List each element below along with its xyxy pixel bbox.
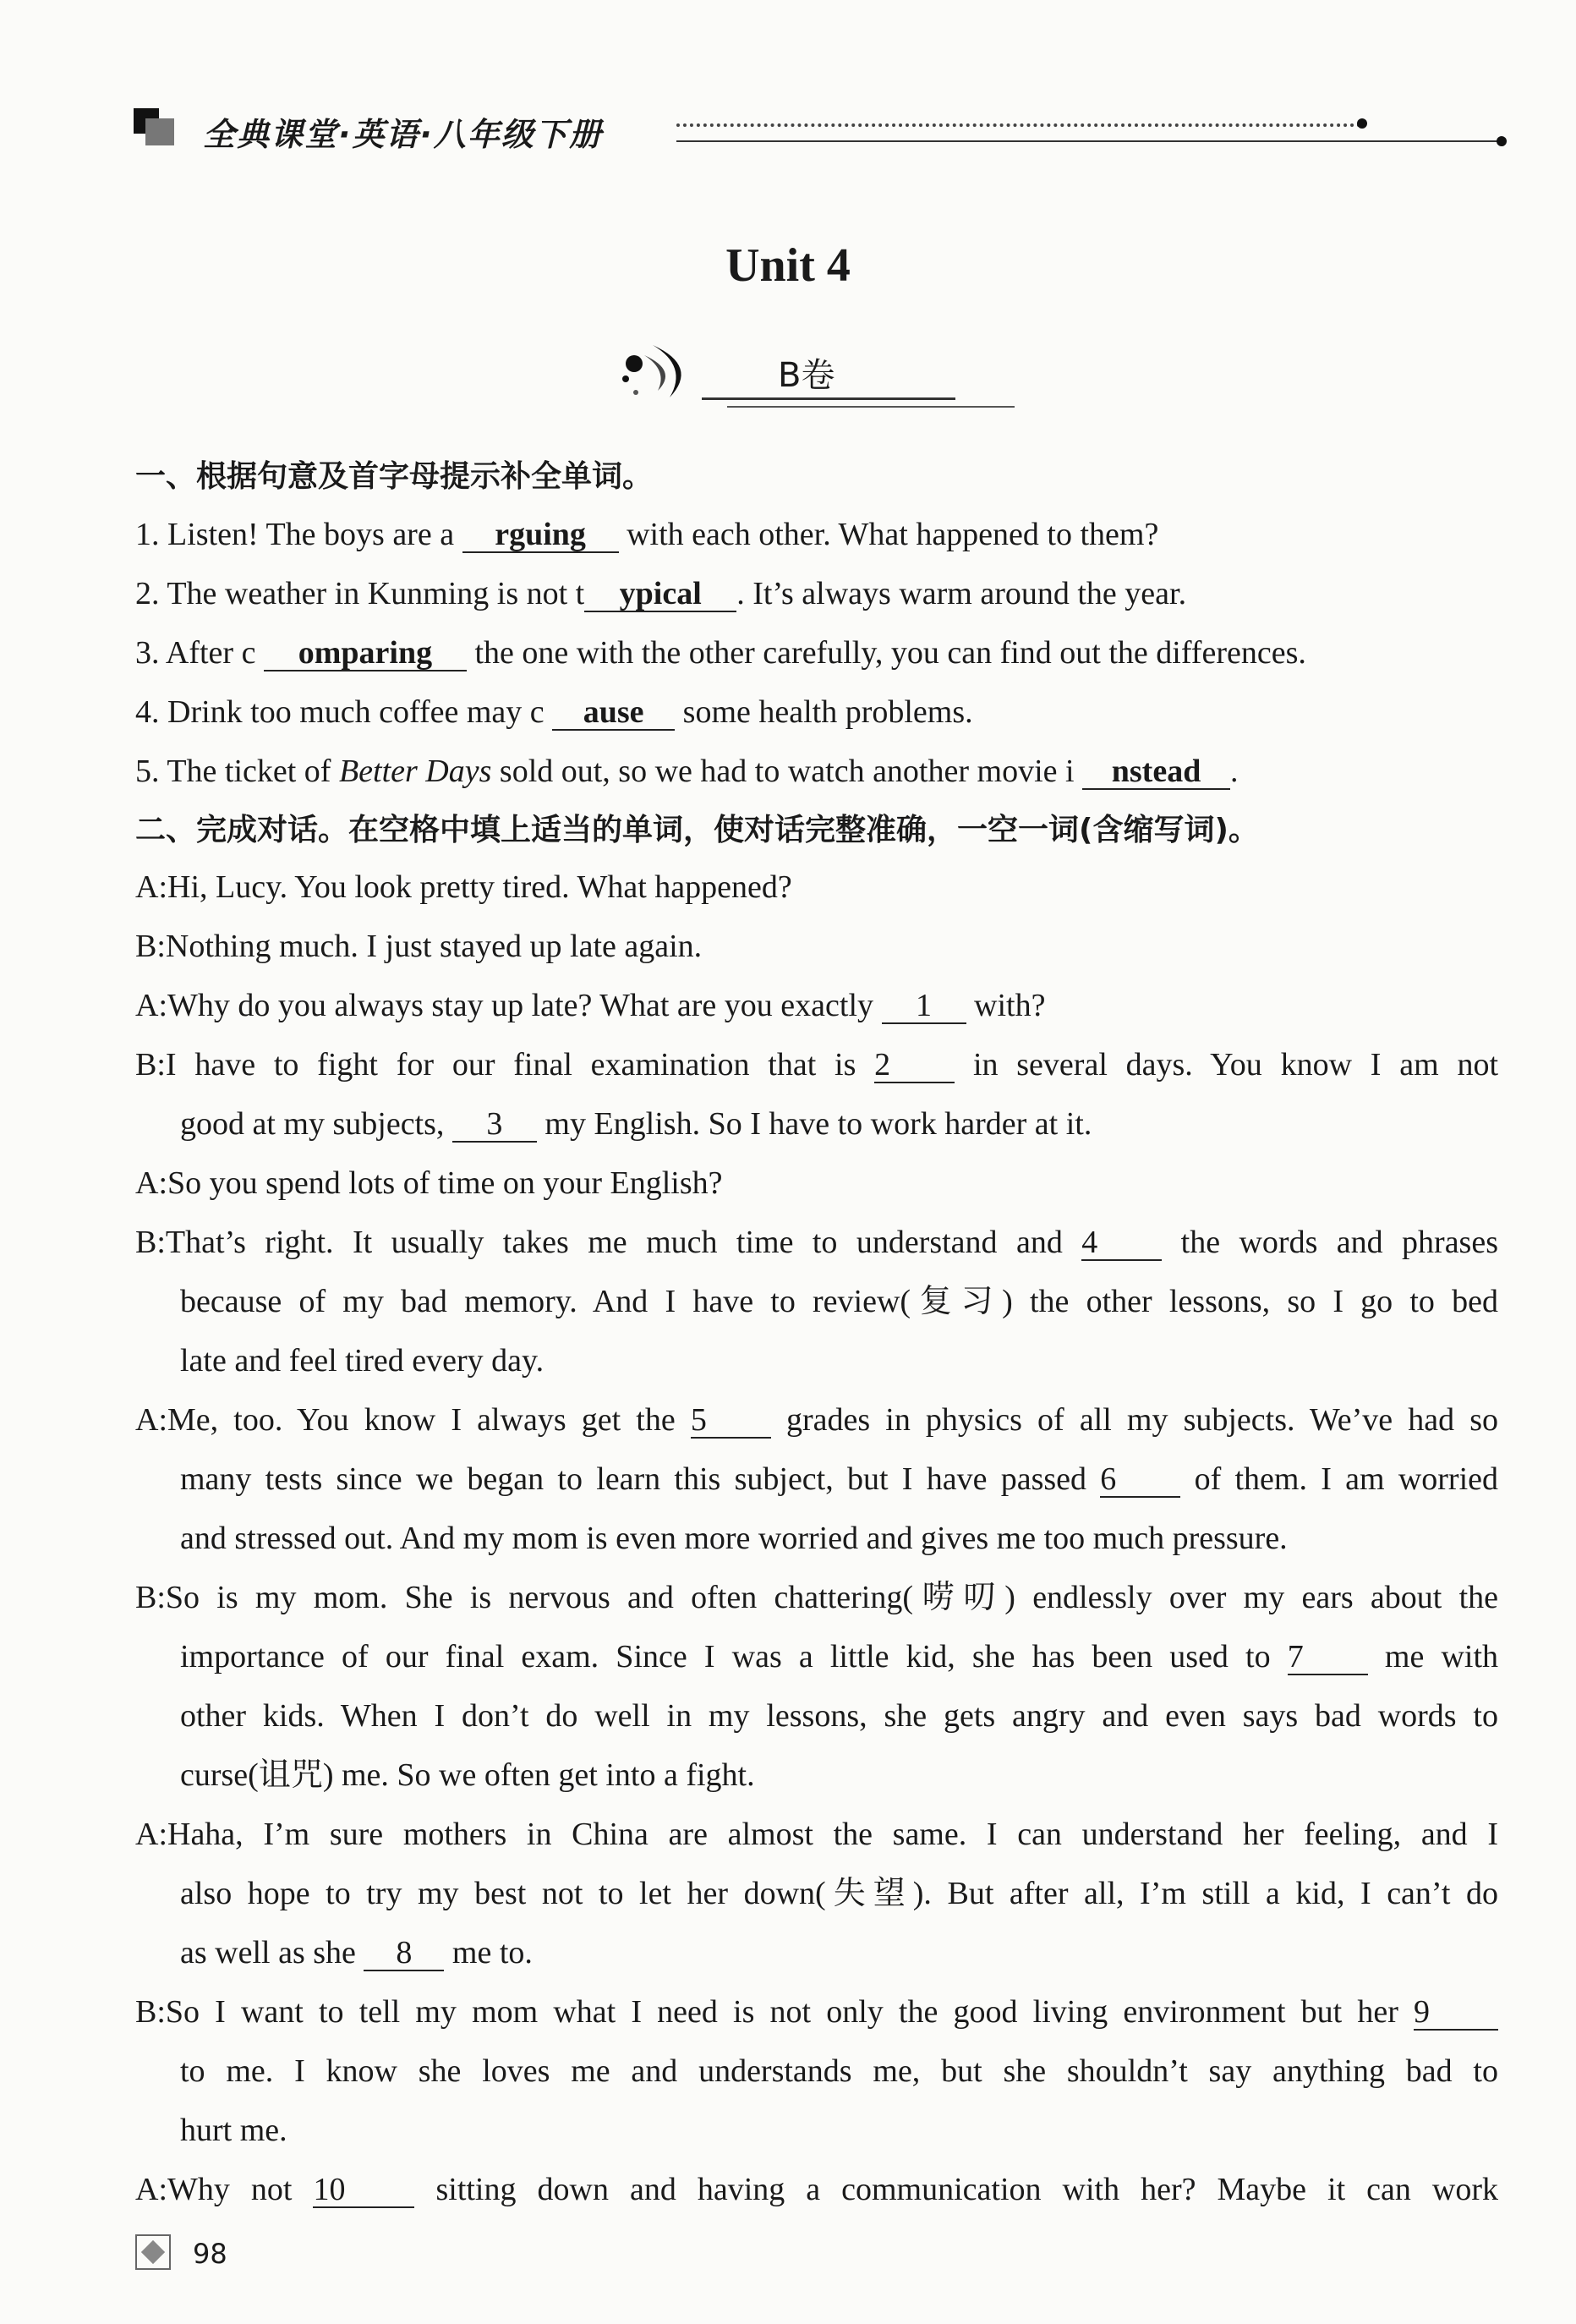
header-solid-rule — [676, 140, 1501, 142]
dialogue-line: A:Why not 10 sitting down and having a communication with her? Maybe it can work — [135, 2172, 1498, 2207]
answer-blank-4: ause — [552, 695, 675, 731]
header-title: 全典课堂·英语·八年级下册 — [203, 116, 603, 153]
dialogue-blank-3: 3 — [452, 1107, 537, 1143]
dialogue-line: hurt me. — [180, 2113, 287, 2148]
dialogue-blank-5: 5 — [691, 1403, 771, 1439]
page-number: 98 — [193, 2238, 227, 2270]
dialogue-line: B:I have to fight for our final examination that is 2 in several days. You know I am not — [135, 1047, 1498, 1083]
unit-title: Unit 4 — [725, 239, 851, 292]
italic-title: Better Days — [338, 754, 492, 789]
dialogue-line: late and feel tired every day. — [180, 1343, 544, 1379]
dialogue-line: B:So I want to tell my mom what I need is not only the good living environment but her 9 — [135, 1992, 1498, 2032]
section-banner-label: B卷 — [778, 356, 835, 395]
dialogue-line: A:So you spend lots of time on your English? — [135, 1165, 723, 1201]
answer-blank-1: rguing — [462, 518, 619, 553]
dialogue-line: A:Why do you always stay up late? What are you exactly 1 with? — [135, 988, 1046, 1023]
header-dot-marker — [1357, 118, 1367, 129]
dialogue-blank-6: 6 — [1100, 1462, 1180, 1498]
dialogue-line: and stressed out. And my mom is even more worried and gives me too much pressure. — [180, 1521, 1288, 1556]
dialogue-blank-4: 4 — [1081, 1225, 1162, 1261]
dialogue-line: as well as she 8 me to. — [180, 1935, 533, 1970]
dialogue-blank-1: 1 — [882, 989, 966, 1024]
answer-blank-2: ypical — [584, 577, 736, 612]
dialogue-line: curse(诅咒) me. So we often get into a fight. — [180, 1757, 755, 1793]
dialogue-line: other kids. When I don’t do well in my lessons, she gets angry and even says bad words to — [180, 1698, 1498, 1734]
answer-blank-5: nstead — [1082, 754, 1230, 790]
exercise-item-5: 5. The ticket of Better Days sold out, so we had to watch another movie i nstead . — [135, 754, 1239, 789]
exercise-item-2: 2. The weather in Kunming is not t ypical . It’s always warm around the year. — [135, 576, 1187, 611]
dialogue-blank-9: 9 — [1414, 1995, 1498, 2031]
answer-blank-3: omparing — [264, 636, 467, 671]
exercise-item-3: 3. After c omparing the one with the other carefully, you can find out the differences. — [135, 635, 1306, 671]
dialogue-line: importance of our final exam. Since I was a little kid, she has been used to 7 me with — [180, 1639, 1499, 1674]
dialogue-line: to me. I know she loves me and understands me, but she shouldn’t say anything bad to — [180, 2053, 1498, 2089]
page-diamond-icon — [135, 2234, 171, 2270]
dialogue-line: B:So is my mom. She is nervous and often chattering(唠叨) endlessly over my ears about the — [135, 1580, 1498, 1615]
banner-underline — [702, 397, 955, 400]
section-2-title: 二、完成对话。在空格中填上适当的单词，使对话完整准确，一空一词(含缩写词)。 — [135, 813, 1259, 847]
dialogue-line: B:Nothing much. I just stayed up late again. — [135, 929, 703, 964]
banner-underline-shadow — [727, 406, 1015, 408]
banner-swoosh-icon — [619, 337, 712, 404]
dialogue-blank-7: 7 — [1288, 1640, 1368, 1675]
dialogue-line: B:That’s right. It usually takes me much time to understand and 4 the words and phrases — [135, 1225, 1498, 1260]
header-logo-mark — [134, 108, 174, 145]
dialogue-line: A:Me, too. You know I always get the 5 grades in physics of all my subjects. We’ve had so — [135, 1402, 1499, 1438]
section-1-title: 一、根据句意及首字母提示补全单词。 — [135, 459, 654, 494]
exercise-item-4: 4. Drink too much coffee may c ause some health problems. — [135, 694, 973, 730]
exercise-item-1: 1. Listen! The boys are a rguing with each other. What happened to them? — [135, 517, 1159, 552]
dialogue-blank-8: 8 — [364, 1936, 444, 1971]
dialogue-line: good at my subjects, 3 my English. So I have to work harder at it. — [180, 1106, 1092, 1142]
dialogue-blank-10: 10 — [313, 2173, 414, 2208]
dialogue-blank-2: 2 — [874, 1048, 955, 1083]
header-dotted-rule — [676, 123, 1361, 127]
dialogue-line: also hope to try my best not to let her down(失望). But after all, I’m still a kid, I can’t do — [180, 1876, 1498, 1911]
dialogue-line: A:Hi, Lucy. You look pretty tired. What happened? — [135, 869, 792, 905]
dialogue-line: A:Haha, I’m sure mothers in China are almost the same. I can understand her feeling, and I — [135, 1817, 1498, 1852]
dialogue-line: because of my bad memory. And I have to review(复习) the other lessons, so I go to bed — [180, 1284, 1498, 1319]
dialogue-line: many tests since we began to learn this subject, but I have passed 6 of them. I am worried — [180, 1461, 1498, 1497]
header-end-dot — [1497, 136, 1507, 146]
